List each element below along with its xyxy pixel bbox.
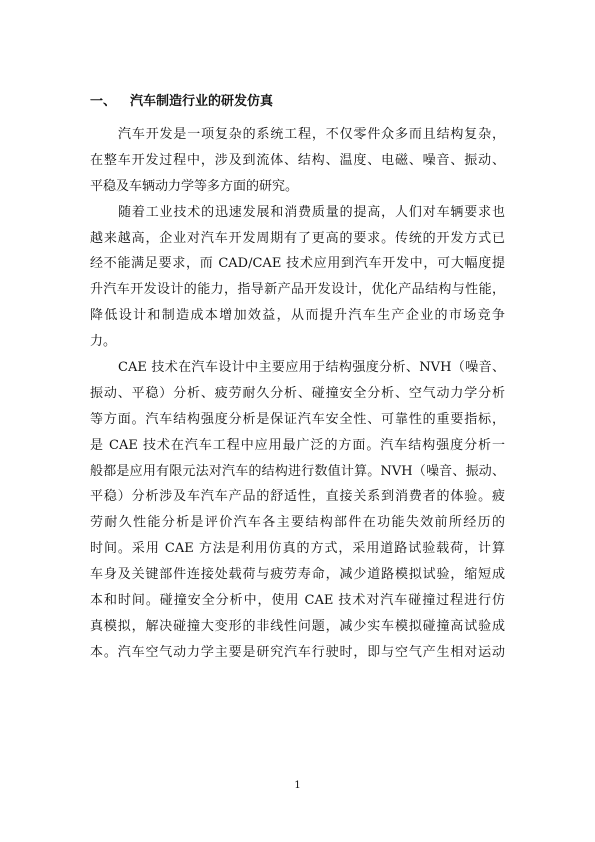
text-line: 是 CAE 技术在汽车工程中应用最广泛的方面。汽车结构强度分析一 [90, 437, 505, 453]
text-line: 汽车开发是一项复杂的系统工程，不仅零件众多而且结构复杂， [118, 127, 505, 142]
text-line: 本。汽车空气动力学主要是研究汽车行驶时，即与空气产生相对运动 [90, 644, 505, 660]
text-line: 真模拟，解决碰撞大变形的非线性问题，减少实车模拟碰撞高试验成 [90, 618, 505, 634]
body-text [90, 122, 505, 666]
text-line: 时间。采用 CAE 方法是利用仿真的方式，采用道路试验载荷，计算 [90, 541, 505, 557]
text-line: 般都是应用有限元法对汽车的结构进行数值计算。NVH（噪音、振动、 [90, 463, 505, 479]
text-line: 力。 [90, 334, 117, 350]
text-line: 车身及关键部件连接处载荷与疲劳寿命，减少道路模拟试验，缩短成 [90, 567, 505, 583]
text-line: 等方面。汽车结构强度分析是保证汽车安全性、可靠性的重要指标， [90, 411, 505, 427]
section-title: 汽车制造行业的研发仿真 [130, 94, 274, 109]
text-line: CAE 技术在汽车设计中主要应用于结构强度分析、NVH（噪音、 [118, 360, 505, 376]
text-line: 在整车开发过程中，涉及到流体、结构、温度、电磁、噪音、振动、 [90, 152, 505, 168]
text-line: 经不能满足要求，而 CAD/CAE 技术应用到汽车开发中，可大幅度提 [90, 256, 505, 272]
text-line: 升汽车开发设计的能力，指导新产品开发设计，优化产品结构与性能， [90, 282, 505, 298]
page-number: 1 [294, 780, 301, 791]
text-line: 平稳及车辆动力学等多方面的研究。 [90, 178, 299, 194]
section-number: 一、 [90, 94, 117, 109]
text-line: 振动、平稳）分析、疲劳耐久分析、碰撞安全分析、空气动力学分析 [90, 385, 505, 401]
section-heading [90, 93, 273, 111]
text-line: 平稳）分析涉及车汽车产品的舒适性，直接关系到消费者的体验。疲 [90, 489, 505, 505]
text-line: 降低设计和制造成本增加效益，从而提升汽车生产企业的市场竞争 [90, 308, 505, 324]
text-line: 劳耐久性能分析是评价汽车各主要结构部件在功能失效前所经历的 [90, 515, 505, 531]
text-line: 随着工业技术的迅速发展和消费质量的提高，人们对车辆要求也 [118, 204, 505, 220]
text-line: 越来越高，企业对汽车开发周期有了更高的要求。传统的开发方式已 [90, 230, 505, 246]
text-line: 本和时间。碰撞安全分析中，使用 CAE 技术对汽车碰撞过程进行仿 [90, 593, 505, 609]
